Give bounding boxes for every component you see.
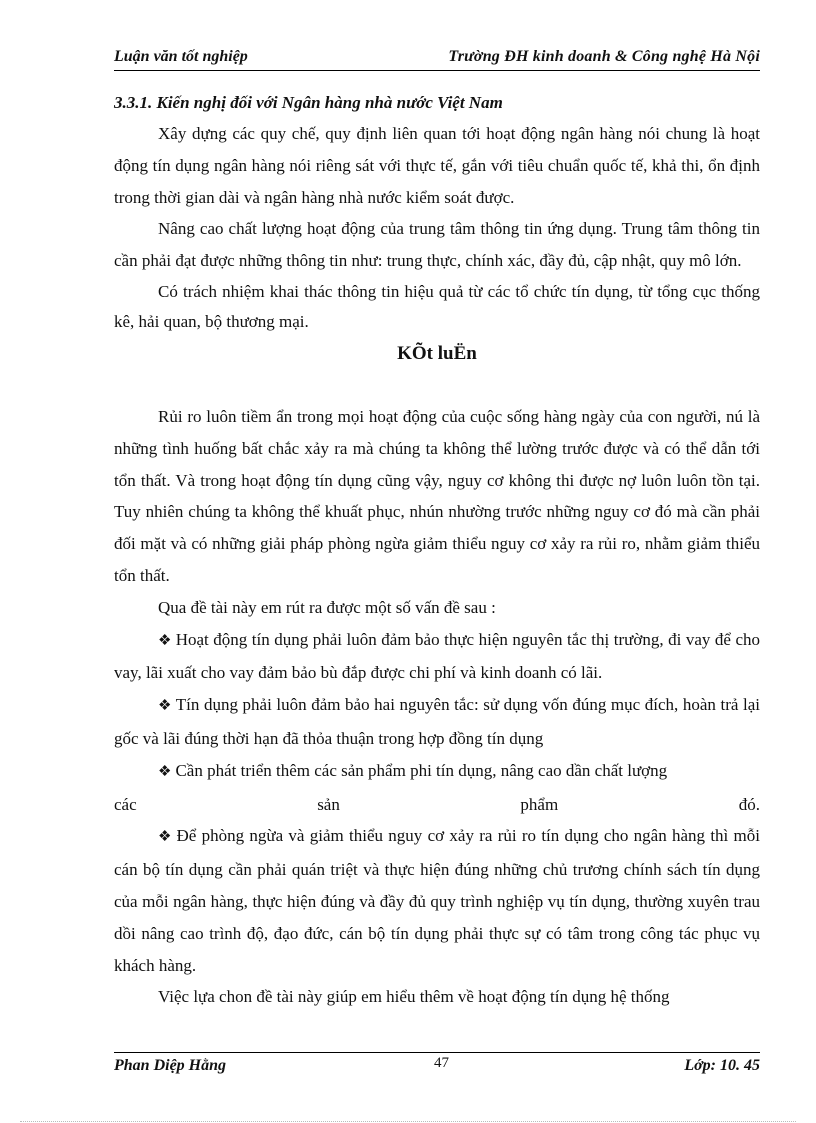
bullet-item: [114, 755, 760, 789]
page-footer: [114, 1052, 760, 1079]
page-content: [114, 88, 760, 1013]
conclusion-heading: KÕt luËn: [397, 342, 477, 364]
bullet-item: [114, 689, 760, 755]
page-header: [114, 44, 760, 71]
spread-word: phẩm: [520, 794, 559, 814]
spread-word: đó.: [738, 794, 760, 814]
bullet-text: Để phòng ngừa và giảm thiểu nguy cơ xảy ra rủi ro tín dụng cho ngân hàng thì mỗi cán bộ tín dụng cần phải quán triệt và thực hiện đúng những chủ trương chính sách tín dụng của mỗi ngân hàng, thực hiện đúng và đầy đủ quy trình nghiệp vụ tín dụng, thường xuyên trau dồi nâng cao trình độ, đạo đức, cán bộ tín dụng phải thực sự có tâm trong công tác phục vụ khách hàng.: [114, 826, 760, 975]
conclusion-intro: Rủi ro luôn tiềm ẩn trong mọi hoạt động của cuộc sống hàng ngày của con người, nú là những tình huống bất chắc xảy ra mà chúng ta không thể lường trước được và có thể dẫn tới tổn thất. Và trong hoạt động tín dụng cũng vậy, nguy cơ không thi được nợ luôn luôn tồn tại. Tuy nhiên chúng ta không thể khuất phục, nhún nhường trước những nguy cơ đó mà cần phải đối mặt và có những giải pháp phòng ngừa giảm thiểu nguy cơ xảy ra rủi ro, nhằm giảm thiểu tổn thất.: [114, 406, 760, 585]
bullet-item: [114, 820, 760, 981]
footer-author: Phan Diệp Hằng: [114, 1057, 227, 1074]
page-number: 47: [434, 1055, 449, 1071]
bullet-continuation-line: [114, 789, 760, 821]
section-title: 3.3.1. Kiến nghị đối với Ngân hàng nhà nước Việt Nam: [114, 93, 503, 112]
bullet-text: Cần phát triển thêm các sản phẩm phi tín dụng, nâng cao dần chất lượng: [175, 760, 668, 780]
section-paragraph: Có trách nhiệm khai thác thông tin hiệu quả từ các tổ chức tín dụng, từ tổng cục thống kê, hải quan, bộ thương mại.: [114, 281, 760, 331]
section-paragraph: Xây dựng các quy chế, quy định liên quan tới hoạt động ngân hàng nói chung là hoạt động tín dụng ngân hàng nói riêng sát với thực tế, gắn với tiêu chuẩn quốc tế, khả thi, ổn định trong thời gian dài và ngân hàng nhà nước kiểm soát được.: [114, 124, 760, 207]
footer-class-label: Lớp: 10. 45: [684, 1057, 760, 1074]
bullet-item: [114, 624, 760, 690]
spread-word: sản: [317, 794, 340, 814]
section-paragraph: Nâng cao chất lượng hoạt động của trung tâm thông tin ứng dụng. Trung tâm thông tin cần phải đạt được những thông tin như: trung thực, chính xác, đầy đủ, cập nhật, quy mô lớn.: [114, 219, 760, 271]
diamond-bullet-icon: ❖: [158, 632, 172, 649]
page-edge-divider: [20, 1121, 796, 1122]
bullet-text: Hoạt động tín dụng phải luôn đảm bảo thực hiện nguyên tắc thị trường, đi vay để cho vay, lãi xuất cho vay đảm bảo bù đắp được chi phí và kinh doanh có lãi.: [114, 629, 760, 683]
diamond-bullet-icon: ❖: [158, 698, 172, 715]
header-university-name: Trường ĐH kinh doanh & Công nghệ Hà Nội: [448, 48, 760, 65]
closing-paragraph: Việc lựa chon đề tài này giúp em hiểu thêm về hoạt động tín dụng hệ thống: [158, 987, 670, 1007]
header-thesis-label: Luận văn tốt nghiệp: [114, 48, 248, 65]
spread-word: các: [114, 794, 137, 814]
diamond-bullet-icon: ❖: [158, 763, 172, 780]
bullet-text: Tín dụng phải luôn đảm bảo hai nguyên tắc: sử dụng vốn đúng mục đích, hoàn trả lại gốc và lãi đúng thời hạn đã thỏa thuận trong hợp đồng tín dụng: [114, 695, 760, 748]
diamond-bullet-icon: ❖: [158, 829, 173, 846]
lead-in-text: Qua đề tài này em rút ra được một số vấn đề sau :: [158, 597, 496, 617]
